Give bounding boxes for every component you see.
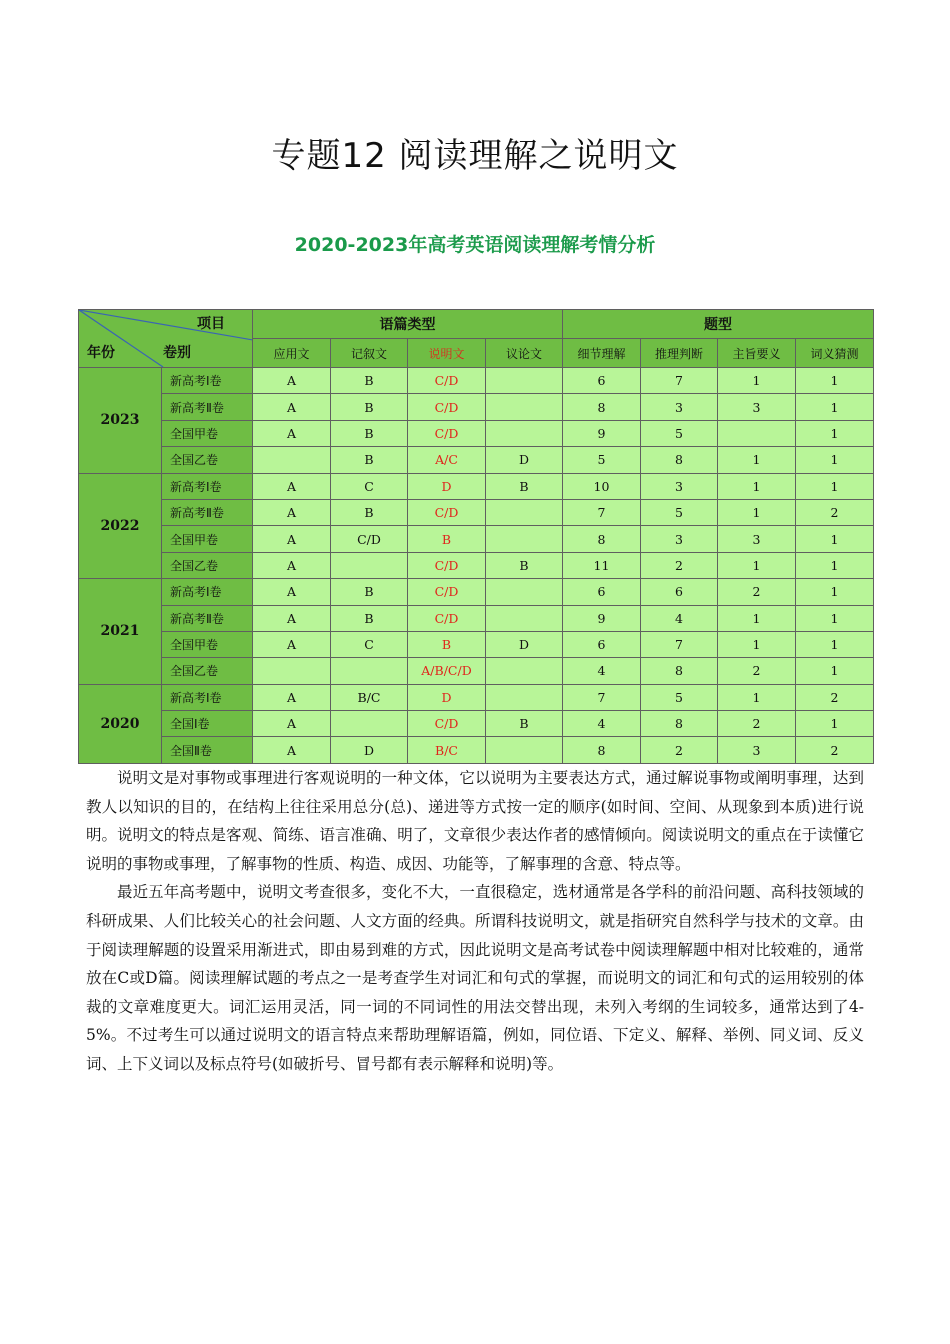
paper-cell: 全国甲卷 xyxy=(162,420,253,446)
col-header-main-idea: 主旨要义 xyxy=(718,339,796,368)
type-count-cell: 3 xyxy=(641,473,718,499)
table-body xyxy=(79,368,874,764)
genre-cell: B xyxy=(486,711,563,737)
genre-cell: B/C xyxy=(408,737,486,763)
genre-cell: B/C xyxy=(331,684,408,710)
genre-cell: D xyxy=(408,684,486,710)
genre-cell: A xyxy=(253,499,331,525)
col-header-argumentative: 议论文 xyxy=(486,339,563,368)
table-row xyxy=(79,368,874,394)
type-count-cell: 8 xyxy=(641,658,718,684)
genre-cell xyxy=(486,684,563,710)
type-count-cell: 6 xyxy=(563,368,641,394)
type-count-cell: 6 xyxy=(563,631,641,657)
type-count-cell: 4 xyxy=(563,658,641,684)
type-count-cell: 1 xyxy=(796,605,874,631)
genre-cell: C xyxy=(331,631,408,657)
paragraph-1: 说明文是对事物或事理进行客观说明的一种文体，它以说明为主要表达方式，通过解说事物或阐明事理，达到教人以知识的目的，在结构上往往采用总分(总)、递进等方式按一定的顺序(如时间、空间、从现象到本质)进行说明。说明文的特点是客观、简练、语言准确、明了，文章很少表达作者的感情倾向。阅读说明文的重点在于读懂它说明的事物或事理，了解事物的性质、构造、成因、功能等，了解事理的含意、特点等。 xyxy=(86,769,864,873)
corner-item-label: 项目 xyxy=(197,316,225,332)
type-count-cell: 7 xyxy=(641,368,718,394)
genre-cell: A xyxy=(253,368,331,394)
paper-cell: 新高考Ⅱ卷 xyxy=(162,605,253,631)
genre-cell: B xyxy=(331,447,408,473)
table-row xyxy=(79,420,874,446)
genre-cell: B xyxy=(486,552,563,578)
genre-cell: A xyxy=(253,394,331,420)
table-row xyxy=(79,447,874,473)
genre-cell: A xyxy=(253,552,331,578)
type-count-cell xyxy=(718,420,796,446)
table-row xyxy=(79,711,874,737)
type-count-cell: 1 xyxy=(796,631,874,657)
type-count-cell: 1 xyxy=(796,447,874,473)
genre-cell: A xyxy=(253,711,331,737)
genre-cell: A xyxy=(253,684,331,710)
col-header-narrative: 记叙文 xyxy=(331,339,408,368)
genre-cell xyxy=(253,658,331,684)
paper-cell: 新高考Ⅰ卷 xyxy=(162,579,253,605)
genre-cell: D xyxy=(486,447,563,473)
genre-cell xyxy=(486,394,563,420)
type-count-cell: 8 xyxy=(641,711,718,737)
paper-cell: 全国乙卷 xyxy=(162,552,253,578)
col-header-expository: 说明文 xyxy=(408,339,486,368)
type-count-cell: 8 xyxy=(563,737,641,763)
genre-cell: C/D xyxy=(408,368,486,394)
genre-cell: C/D xyxy=(408,499,486,525)
type-count-cell: 1 xyxy=(718,605,796,631)
type-count-cell: 4 xyxy=(641,605,718,631)
genre-cell: A xyxy=(253,631,331,657)
genre-cell: B xyxy=(331,394,408,420)
type-count-cell: 7 xyxy=(641,631,718,657)
corner-year-label: 年份 xyxy=(87,345,115,361)
type-count-cell: 1 xyxy=(718,684,796,710)
type-count-cell: 1 xyxy=(796,420,874,446)
genre-cell: B xyxy=(408,631,486,657)
type-count-cell: 2 xyxy=(796,684,874,710)
type-count-cell: 2 xyxy=(796,737,874,763)
table-subtitle: 2020-2023年高考英语阅读理解考情分析 xyxy=(294,234,656,256)
type-count-cell: 1 xyxy=(796,394,874,420)
genre-cell xyxy=(331,552,408,578)
type-count-cell: 6 xyxy=(641,579,718,605)
type-count-cell: 1 xyxy=(718,368,796,394)
paper-cell: 全国乙卷 xyxy=(162,447,253,473)
type-count-cell: 9 xyxy=(563,605,641,631)
type-count-cell: 1 xyxy=(796,473,874,499)
type-count-cell: 6 xyxy=(563,579,641,605)
table-row xyxy=(79,499,874,525)
paper-cell: 新高考Ⅱ卷 xyxy=(162,499,253,525)
col-header-inference: 推理判断 xyxy=(641,339,718,368)
genre-cell xyxy=(486,737,563,763)
table-row xyxy=(79,658,874,684)
paper-cell: 全国甲卷 xyxy=(162,526,253,552)
type-count-cell: 7 xyxy=(563,499,641,525)
genre-cell: B xyxy=(331,420,408,446)
type-count-cell: 1 xyxy=(718,473,796,499)
type-count-cell: 2 xyxy=(718,711,796,737)
genre-cell: A/B/C/D xyxy=(408,658,486,684)
genre-cell: B xyxy=(486,473,563,499)
genre-cell: D xyxy=(331,737,408,763)
genre-cell: B xyxy=(331,499,408,525)
body-text xyxy=(86,764,864,1079)
genre-cell: B xyxy=(408,526,486,552)
type-count-cell: 2 xyxy=(641,737,718,763)
type-count-cell: 3 xyxy=(641,526,718,552)
type-count-cell: 9 xyxy=(563,420,641,446)
type-count-cell: 8 xyxy=(563,394,641,420)
paper-cell: 新高考Ⅰ卷 xyxy=(162,473,253,499)
type-count-cell: 11 xyxy=(563,552,641,578)
table-row xyxy=(79,684,874,710)
genre-cell xyxy=(486,420,563,446)
genre-cell: A/C xyxy=(408,447,486,473)
col-header-detail: 细节理解 xyxy=(563,339,641,368)
type-count-cell: 3 xyxy=(718,394,796,420)
type-count-cell: 3 xyxy=(718,737,796,763)
year-cell: 2022 xyxy=(79,473,162,579)
paper-cell: 全国Ⅰ卷 xyxy=(162,711,253,737)
genre-cell xyxy=(486,658,563,684)
genre-cell xyxy=(331,711,408,737)
type-count-cell: 5 xyxy=(563,447,641,473)
genre-cell: D xyxy=(408,473,486,499)
genre-cell: A xyxy=(253,473,331,499)
table-row xyxy=(79,579,874,605)
type-count-cell: 2 xyxy=(641,552,718,578)
genre-cell xyxy=(486,579,563,605)
paper-cell: 新高考Ⅰ卷 xyxy=(162,368,253,394)
type-count-cell: 1 xyxy=(796,658,874,684)
genre-cell: A xyxy=(253,420,331,446)
genre-group-header: 语篇类型 xyxy=(253,310,563,339)
type-count-cell: 2 xyxy=(718,658,796,684)
paper-cell: 全国甲卷 xyxy=(162,631,253,657)
genre-cell: C/D xyxy=(408,552,486,578)
paper-cell: 新高考Ⅱ卷 xyxy=(162,394,253,420)
genre-cell: A xyxy=(253,579,331,605)
genre-cell xyxy=(486,368,563,394)
year-cell: 2021 xyxy=(79,579,162,685)
genre-cell: A xyxy=(253,526,331,552)
genre-cell: C/D xyxy=(408,579,486,605)
type-count-cell: 2 xyxy=(718,579,796,605)
type-count-cell: 2 xyxy=(796,499,874,525)
genre-cell: D xyxy=(486,631,563,657)
exam-analysis-table xyxy=(78,309,874,764)
type-count-cell: 3 xyxy=(641,394,718,420)
type-count-cell: 10 xyxy=(563,473,641,499)
type-count-cell: 1 xyxy=(796,711,874,737)
type-count-cell: 1 xyxy=(796,579,874,605)
table-row xyxy=(79,526,874,552)
table-row xyxy=(79,631,874,657)
col-header-word-meaning: 词义猜测 xyxy=(796,339,874,368)
genre-cell: C/D xyxy=(408,711,486,737)
type-count-cell: 5 xyxy=(641,420,718,446)
paper-cell: 全国Ⅱ卷 xyxy=(162,737,253,763)
table-row xyxy=(79,552,874,578)
paper-cell: 新高考Ⅰ卷 xyxy=(162,684,253,710)
genre-cell xyxy=(486,605,563,631)
type-count-cell: 3 xyxy=(718,526,796,552)
type-count-cell: 1 xyxy=(796,368,874,394)
genre-cell: A xyxy=(253,605,331,631)
type-count-cell: 5 xyxy=(641,684,718,710)
table-row xyxy=(79,737,874,763)
year-cell: 2020 xyxy=(79,684,162,763)
year-cell: 2023 xyxy=(79,368,162,474)
table-corner-header xyxy=(79,310,253,368)
genre-cell: C xyxy=(331,473,408,499)
genre-cell: C/D xyxy=(408,605,486,631)
genre-cell xyxy=(486,499,563,525)
type-count-cell: 8 xyxy=(563,526,641,552)
corner-paper-label: 卷别 xyxy=(163,345,191,361)
type-count-cell: 1 xyxy=(718,552,796,578)
genre-cell: C/D xyxy=(408,394,486,420)
genre-cell: B xyxy=(331,579,408,605)
genre-cell xyxy=(253,447,331,473)
genre-cell: A xyxy=(253,737,331,763)
genre-cell: B xyxy=(331,605,408,631)
type-count-cell: 5 xyxy=(641,499,718,525)
type-count-cell: 1 xyxy=(718,447,796,473)
type-count-cell: 1 xyxy=(796,552,874,578)
type-count-cell: 8 xyxy=(641,447,718,473)
type-count-cell: 1 xyxy=(718,631,796,657)
type-count-cell: 7 xyxy=(563,684,641,710)
table-row xyxy=(79,473,874,499)
genre-cell: B xyxy=(331,368,408,394)
genre-cell xyxy=(486,526,563,552)
type-count-cell: 1 xyxy=(796,526,874,552)
paper-cell: 全国乙卷 xyxy=(162,658,253,684)
col-header-applied: 应用文 xyxy=(253,339,331,368)
page-title: 专题12 阅读理解之说明文 xyxy=(271,136,679,176)
type-group-header: 题型 xyxy=(563,310,874,339)
table-row xyxy=(79,394,874,420)
genre-cell: C/D xyxy=(408,420,486,446)
type-count-cell: 4 xyxy=(563,711,641,737)
type-count-cell: 1 xyxy=(718,499,796,525)
paragraph-2: 最近五年高考题中，说明文考查很多，变化不大，一直很稳定，选材通常是各学科的前沿问题、高科技领域的科研成果、人们比较关心的社会问题、人文方面的经典。所谓科技说明文，就是指研究自然科学与技术的文章。由于阅读理解题的设置采用渐进式，即由易到难的方式，因此说明文是高考试卷中阅读理解题中相对比较难的，通常放在C或D篇。阅读理解试题的考点之一是考查学生对词汇和句式的掌握，而说明文的词汇和句式的运用较别的体裁的文章难度更大。词汇运用灵活，同一词的不同词性的用法交替出现，未列入考纲的生词较多，通常达到了4-5%。不过考生可以通过说明文的语言特点来帮助理解语篇，例如，同位语、下定义、解释、举例、同义词、反义词、上下义词以及标点符号(如破折号、冒号都有表示解释和说明)等。 xyxy=(86,883,864,1073)
genre-cell: C/D xyxy=(331,526,408,552)
genre-cell xyxy=(331,658,408,684)
table-row xyxy=(79,605,874,631)
